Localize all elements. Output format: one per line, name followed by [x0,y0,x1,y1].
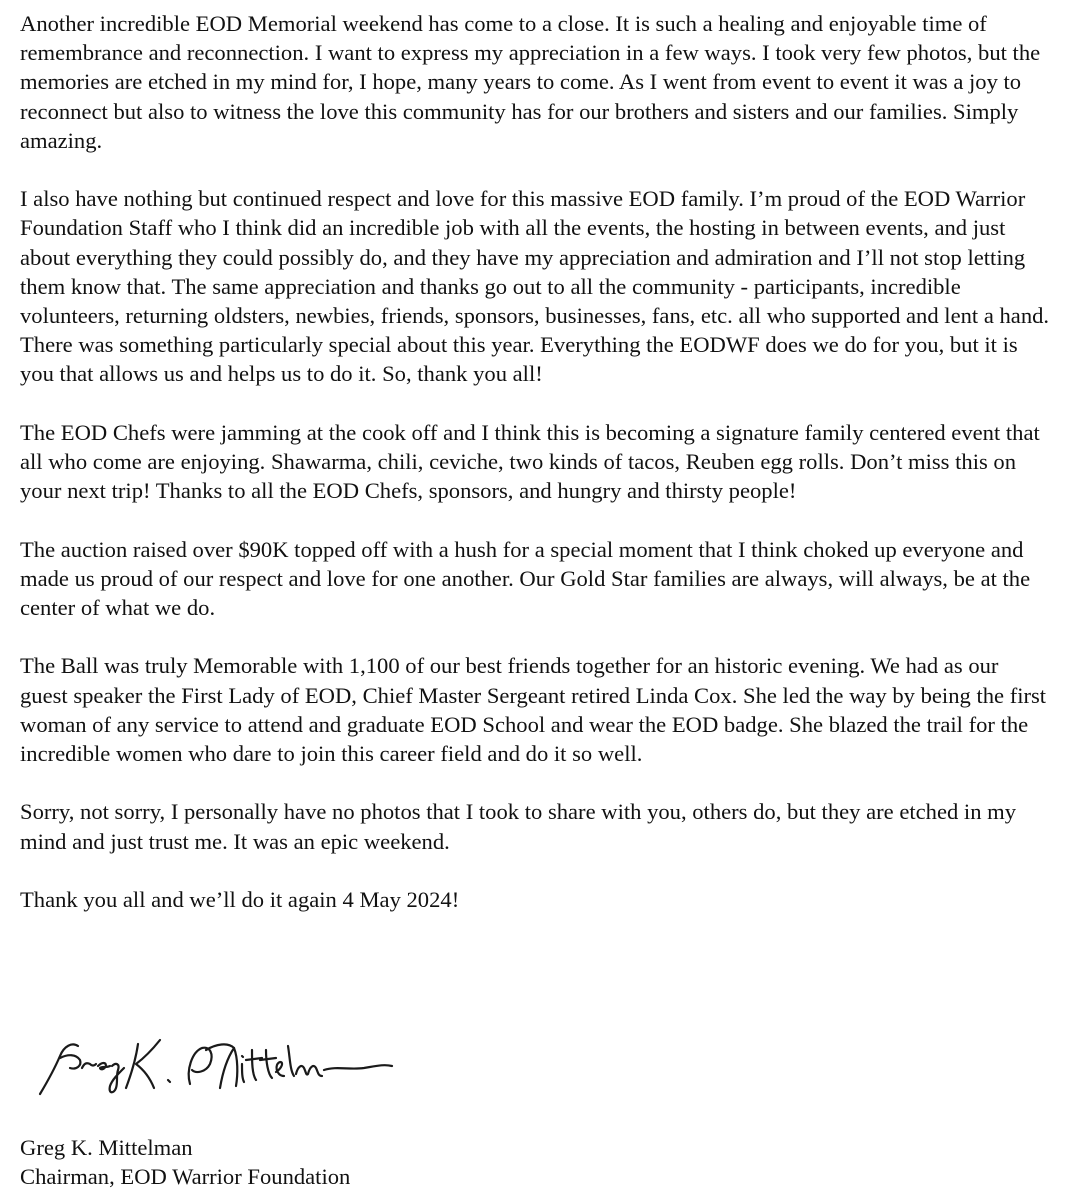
paragraph-intro: Another incredible EOD Memorial weekend has come to a close. It is such a healing and enjoyable time of remembrance and reconnection. I want to express my appreciation in a few ways. I took very few photos, but the memories are etched in my mind for, I hope, many years to come. As I went from event to event it was a joy to reconnect but also to witness the love this community has for our brothers and sisters and our families. Simply amazing. [20,11,1041,153]
paragraph-ball: The Ball was truly Memorable with 1,100 of our best friends together for an historic evening. We had as our guest speaker the First Lady of EOD, Chief Master Sergeant retired Linda Cox. She led the way by being the first woman of any service to attend and graduate EOD School and wear the EOD badge. She blazed the trail for the incredible women who dare to join this career field and do it so well. [20,653,1047,767]
letter-body [20,9,1050,943]
signature-block [20,1133,350,1191]
signer-name: Greg K. Mittelman [20,1135,193,1160]
paragraph-photos: Sorry, not sorry, I personally have no photos that I took to share with you, others do, but they are etched in my mind and just trust me. It was an epic weekend. [20,799,1017,854]
paragraph-chefs: The EOD Chefs were jamming at the cook off and I think this is becoming a signature family centered event that all who come are enjoying. Shawarma, chili, ceviche, two kinds of tacos, Reuben egg rolls. Don’t miss this on your next trip! Thanks to all the EOD Chefs, sponsors, and hungry and thirsty people! [20,419,1040,504]
paragraph-closing: Thank you all and we’ll do it again 4 May 2024! [20,887,460,912]
handwritten-signature [20,1024,460,1114]
paragraph-auction: The auction raised over $90K topped off with a hush for a special moment that I think choked up everyone and made us proud of our respect and love for one another. Our Gold Star families are always, will always, be at the center of what we do. [20,536,1031,621]
signer-title: Chairman, EOD Warrior Foundation [20,1164,351,1190]
paragraph-appreciation: I also have nothing but continued respect and love for this massive EOD family. I’m proud of the EOD Warrior Foundation Staff who I think did an incredible job with all the events, the hosting in between events, and just about everything they could possibly do, and they have my appreciation and admiration and I’ll not stop letting them know that. The same appreciation and thanks go out to all the community - participants, incredible volunteers, returning oldsters, newbies, friends, sponsors, businesses, fans, etc. all who supported and lent a hand. There was something particularly special about this year. Everything the EODWF does we do for you, but it is you that allows us and helps us to do it. So, thank you all! [20,186,1050,387]
